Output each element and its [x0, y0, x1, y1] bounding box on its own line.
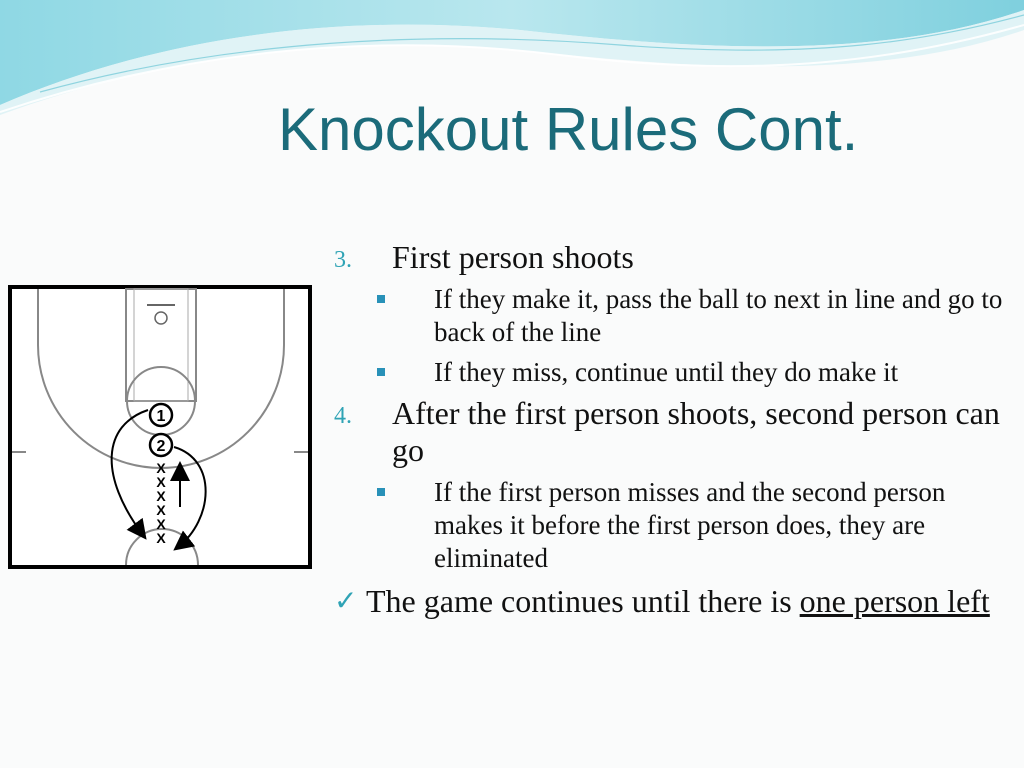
queue-marker: X — [156, 460, 166, 476]
queue-marker: X — [156, 516, 166, 532]
queue-marker: X — [156, 530, 166, 546]
list-item-4 — [332, 395, 1012, 469]
sub-bullet — [332, 476, 1012, 575]
sub-bullet-text: If the first person misses and the second person makes it before the first person does, they are eliminated — [434, 477, 946, 573]
player-1 — [150, 404, 172, 426]
slide-title: Knockout Rules Cont. — [278, 96, 859, 163]
item-number: 3. — [334, 247, 352, 273]
square-bullet-icon — [377, 295, 385, 303]
sub-bullet-text: If they miss, continue until they do make it — [434, 357, 899, 387]
checkmark-icon: ✓ — [334, 586, 358, 617]
item-text: After the first person shoots, second person can go — [392, 395, 1000, 468]
sub-bullet — [332, 356, 1012, 389]
final-text: The game continues until there is — [366, 583, 800, 619]
player-1-label: 1 — [156, 408, 166, 425]
square-bullet-icon — [377, 488, 385, 496]
queue-marker: X — [156, 474, 166, 490]
court-drill-diagram — [8, 285, 313, 570]
slide-content — [332, 233, 1012, 620]
queue-markers — [156, 460, 166, 546]
square-bullet-icon — [377, 368, 385, 376]
queue-marker: X — [156, 502, 166, 518]
item-number: 4. — [334, 403, 352, 429]
sub-bullet — [332, 283, 1012, 349]
list-item-3 — [332, 239, 1012, 276]
sub-bullet-text: If they make it, pass the ball to next in line and go to back of the line — [434, 284, 1003, 347]
player-2 — [150, 434, 172, 456]
item-text: First person shoots — [392, 239, 634, 275]
queue-marker: X — [156, 488, 166, 504]
final-text-underlined: one person left — [799, 583, 990, 619]
player-2-label: 2 — [156, 438, 166, 455]
final-checkmark-item — [332, 583, 1012, 620]
